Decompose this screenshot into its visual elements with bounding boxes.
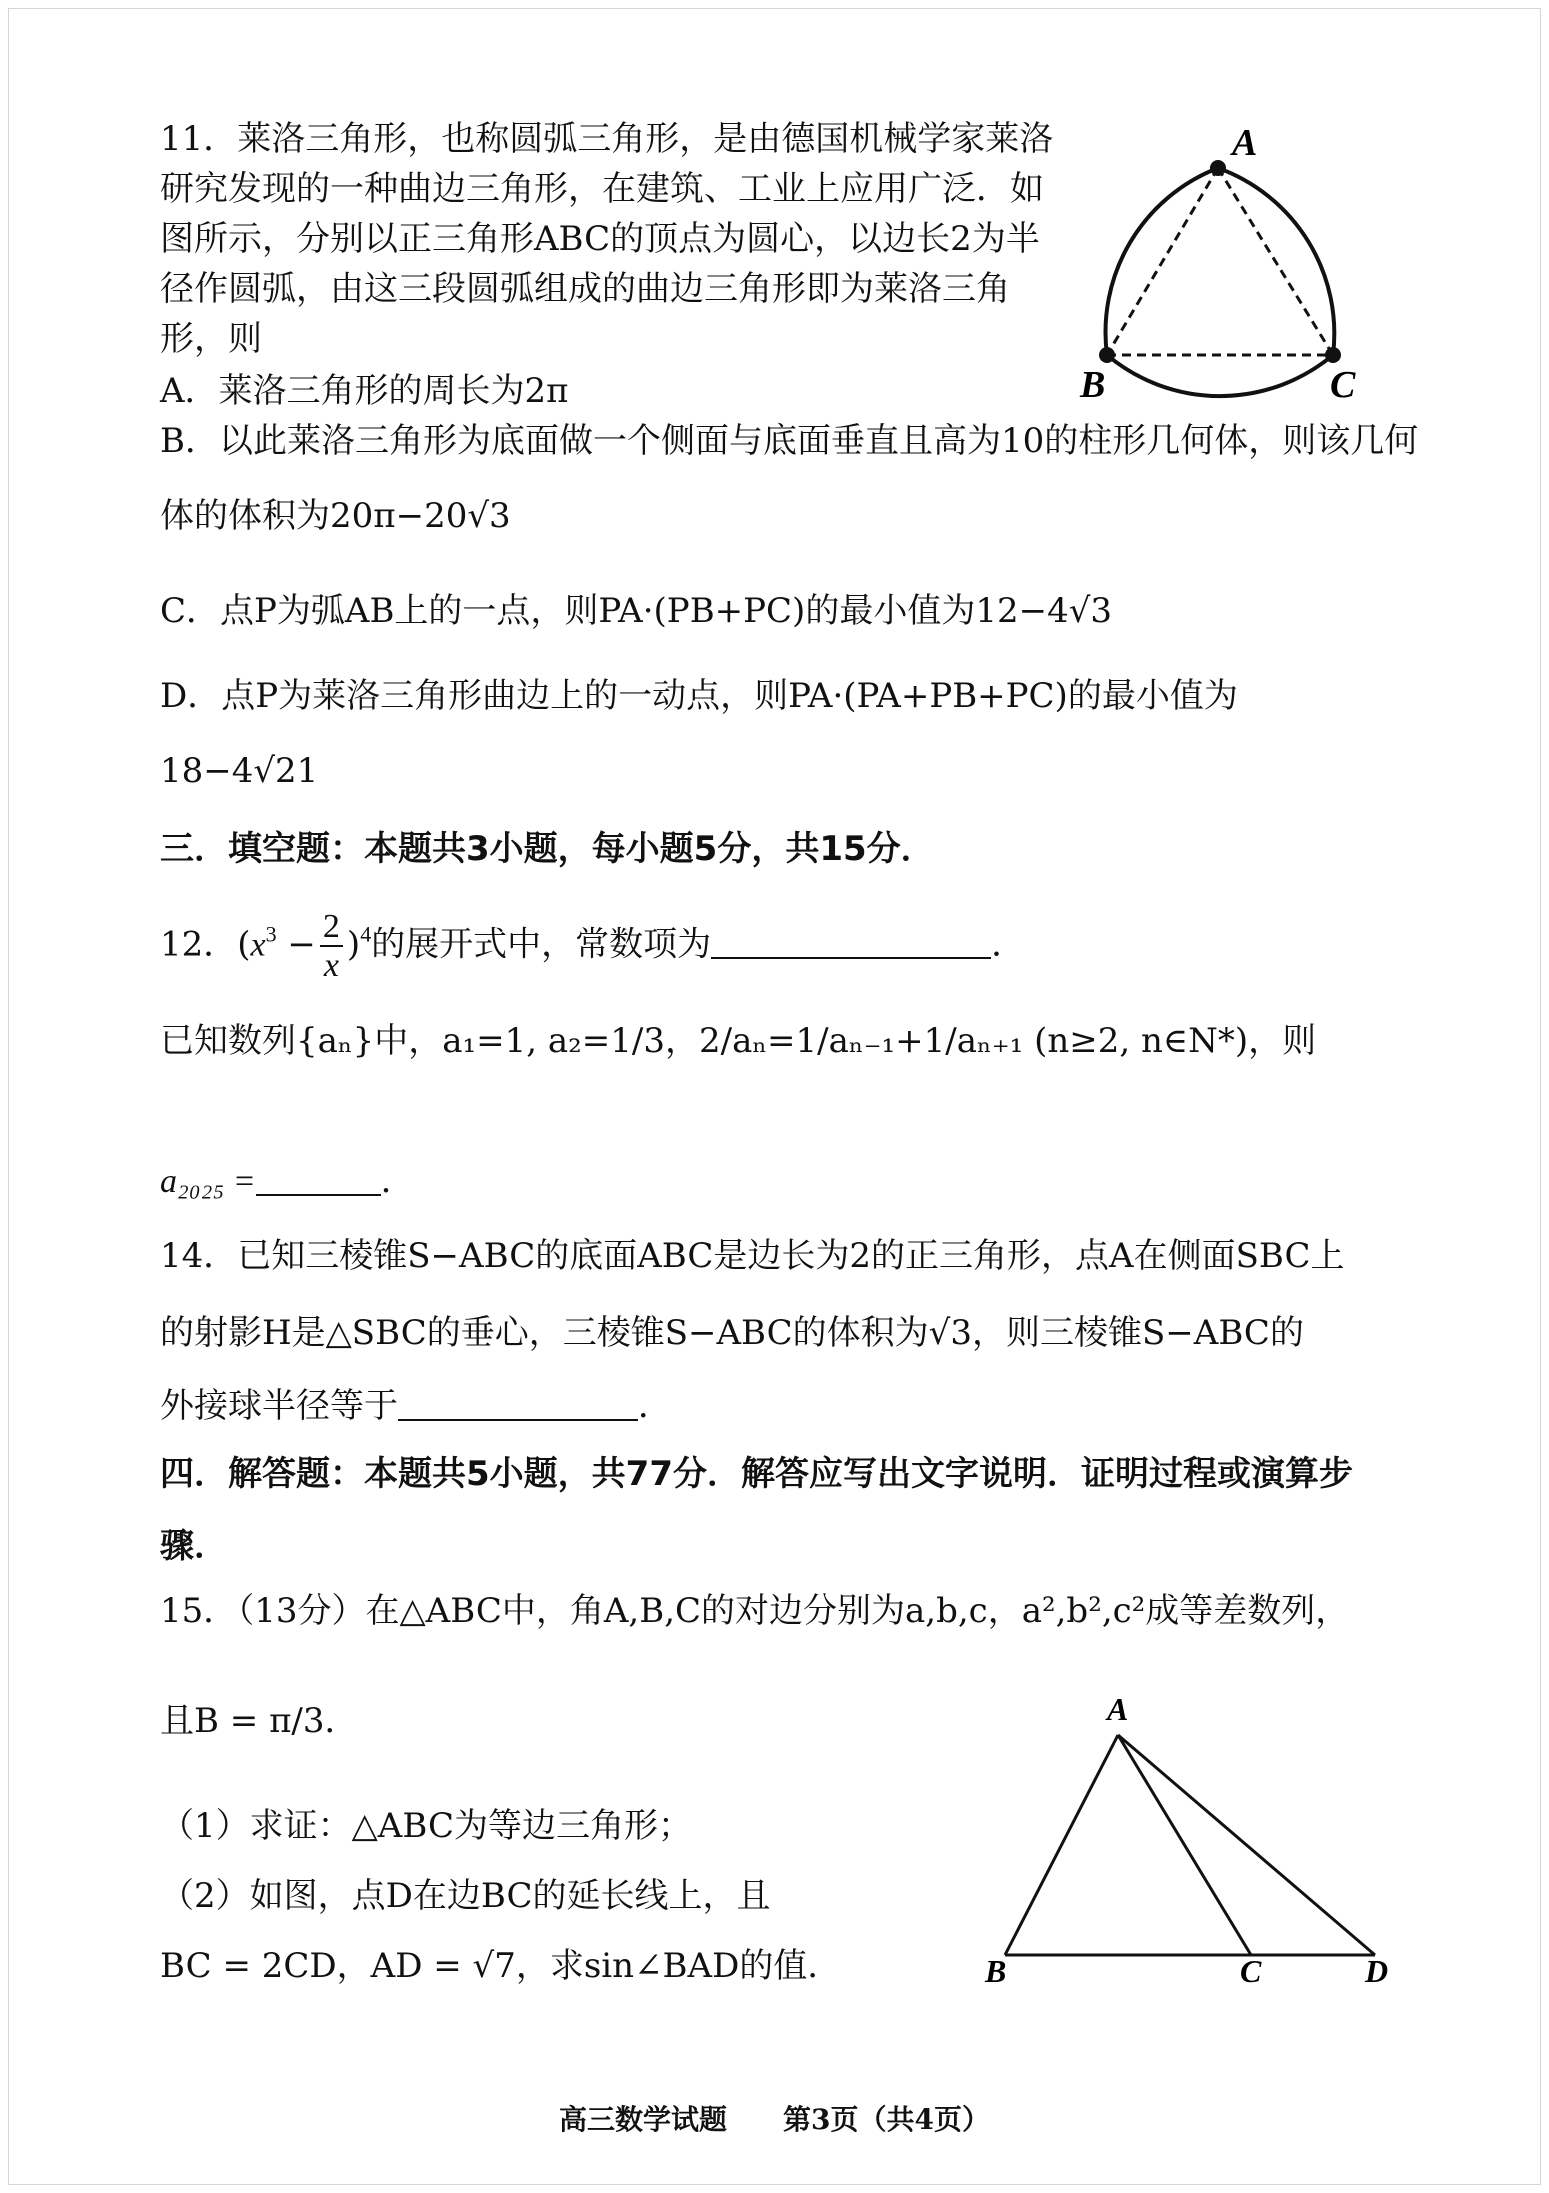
vertex-c-dot — [1325, 347, 1341, 363]
q14-line-1: 14．已知三棱锥S−ABC的底面ABC是边长为2的正三角形，点A在侧面SBC上 — [160, 1236, 1345, 1276]
q12: 12．($x^3$ − $\frac{2}{x}$ )$^4$的展开式中，常数项为 ． — [160, 908, 1026, 985]
q14-line-2: 的射影H是△SBC的垂心，三棱锥S−ABC的体积为√3，则三棱锥S−ABC的 — [160, 1313, 1304, 1353]
label-b: B — [985, 1953, 1007, 1989]
q15-line-2: 且B = π/3． — [160, 1701, 359, 1741]
label-c: C — [1330, 364, 1356, 406]
q11-option-b-line-1: B．以此莱洛三角形为底面做一个侧面与底面垂直且高为10的柱形几何体，则该几何 — [160, 421, 1419, 461]
label-a: A — [1107, 1691, 1129, 1727]
label-c: C — [1240, 1953, 1262, 1989]
side-ab — [1107, 168, 1218, 355]
q11-option-a: A．莱洛三角形的周长为2π — [160, 371, 569, 411]
q11-option-b-line-2: 体的体积为20π−20√3 — [160, 496, 511, 536]
q15-line-1: 15．（13分）在△ABC中，角A,B,C的对边分别为a,b,c，a²,b²,c²成等差数列， — [160, 1591, 1350, 1631]
q11-line-2: 研究发现的一种曲边三角形，在建筑、工业上应用广泛．如 — [160, 169, 1044, 209]
q11-line-4: 径作圆弧，由这三段圆弧组成的曲边三角形即为莱洛三角 — [160, 269, 1010, 309]
reuleaux-arcs — [1106, 168, 1335, 396]
label-b: B — [1080, 364, 1106, 406]
q15-part-2-line-2: BC = 2CD，AD = √7，求sin∠BAD的值． — [160, 1946, 842, 1986]
segment-ac — [1118, 1735, 1251, 1955]
section-4-heading-line-2: 骤． — [160, 1526, 228, 1566]
q11-line-5: 形，则 — [160, 319, 262, 359]
section-4-heading-line-1: 四．解答题：本题共5小题，共77分．解答应写出文字说明．证明过程或演算步 — [160, 1454, 1353, 1494]
q15-part-2-line-1: （2）如图，点D在边BC的延长线上，且 — [160, 1876, 771, 1916]
q11-line-1: 11．莱洛三角形，也称圆弧三角形，是由德国机械学家莱洛 — [160, 119, 1054, 159]
vertex-a-dot — [1210, 160, 1226, 176]
q11-line-3: 图所示，分别以正三角形ABC的顶点为圆心，以边长2为半 — [160, 219, 1040, 259]
reuleaux-triangle-figure — [1080, 115, 1410, 405]
segment-ad — [1118, 1735, 1375, 1955]
q11-option-c: C．点P为弧AB上的一点，则PA·(PB+PC)的最小值为12−4√3 — [160, 591, 1112, 631]
q12-answer-blank[interactable] — [711, 929, 991, 959]
q14-line-3: 外接球半径等于 ． — [160, 1386, 672, 1426]
section-3-heading: 三．填空题：本题共3小题，每小题5分，共15分． — [160, 829, 935, 869]
q14-answer-blank[interactable] — [398, 1391, 638, 1421]
q12-fraction: $\frac{2}{x}$ — [320, 908, 343, 985]
q12-text: 的展开式中，常数项为 — [371, 924, 712, 965]
q13-answer-label: a₂₀₂₅ = — [160, 1163, 256, 1200]
q11-option-d-line-2: 18−4√21 — [160, 751, 319, 791]
label-a: A — [1232, 122, 1258, 164]
q11-option-d-line-1: D．点P为莱洛三角形曲边上的一动点，则PA·(PA+PB+PC)的最小值为 — [160, 676, 1238, 716]
label-d: D — [1365, 1953, 1389, 1989]
q13-line-2: a₂₀₂₅ = ． — [160, 1161, 415, 1201]
page-footer: 高三数学试题 第3页（共4页） — [559, 2103, 990, 2136]
vertex-b-dot — [1099, 347, 1115, 363]
triangle-abd-figure — [980, 1690, 1410, 2000]
q12-number: 12． — [160, 924, 238, 965]
q15-part-1: （1）求证：△ABC为等边三角形； — [160, 1806, 692, 1846]
q13-answer-blank[interactable] — [256, 1166, 381, 1196]
q13-line-1: 已知数列{aₙ}中，a₁=1, a₂=1/3，2/aₙ=1/aₙ₋₁+1/aₙ₊₁ (n≥2, n∈N*)，则 — [160, 1021, 1317, 1061]
side-ac — [1218, 168, 1333, 355]
segment-ab — [1005, 1735, 1118, 1955]
